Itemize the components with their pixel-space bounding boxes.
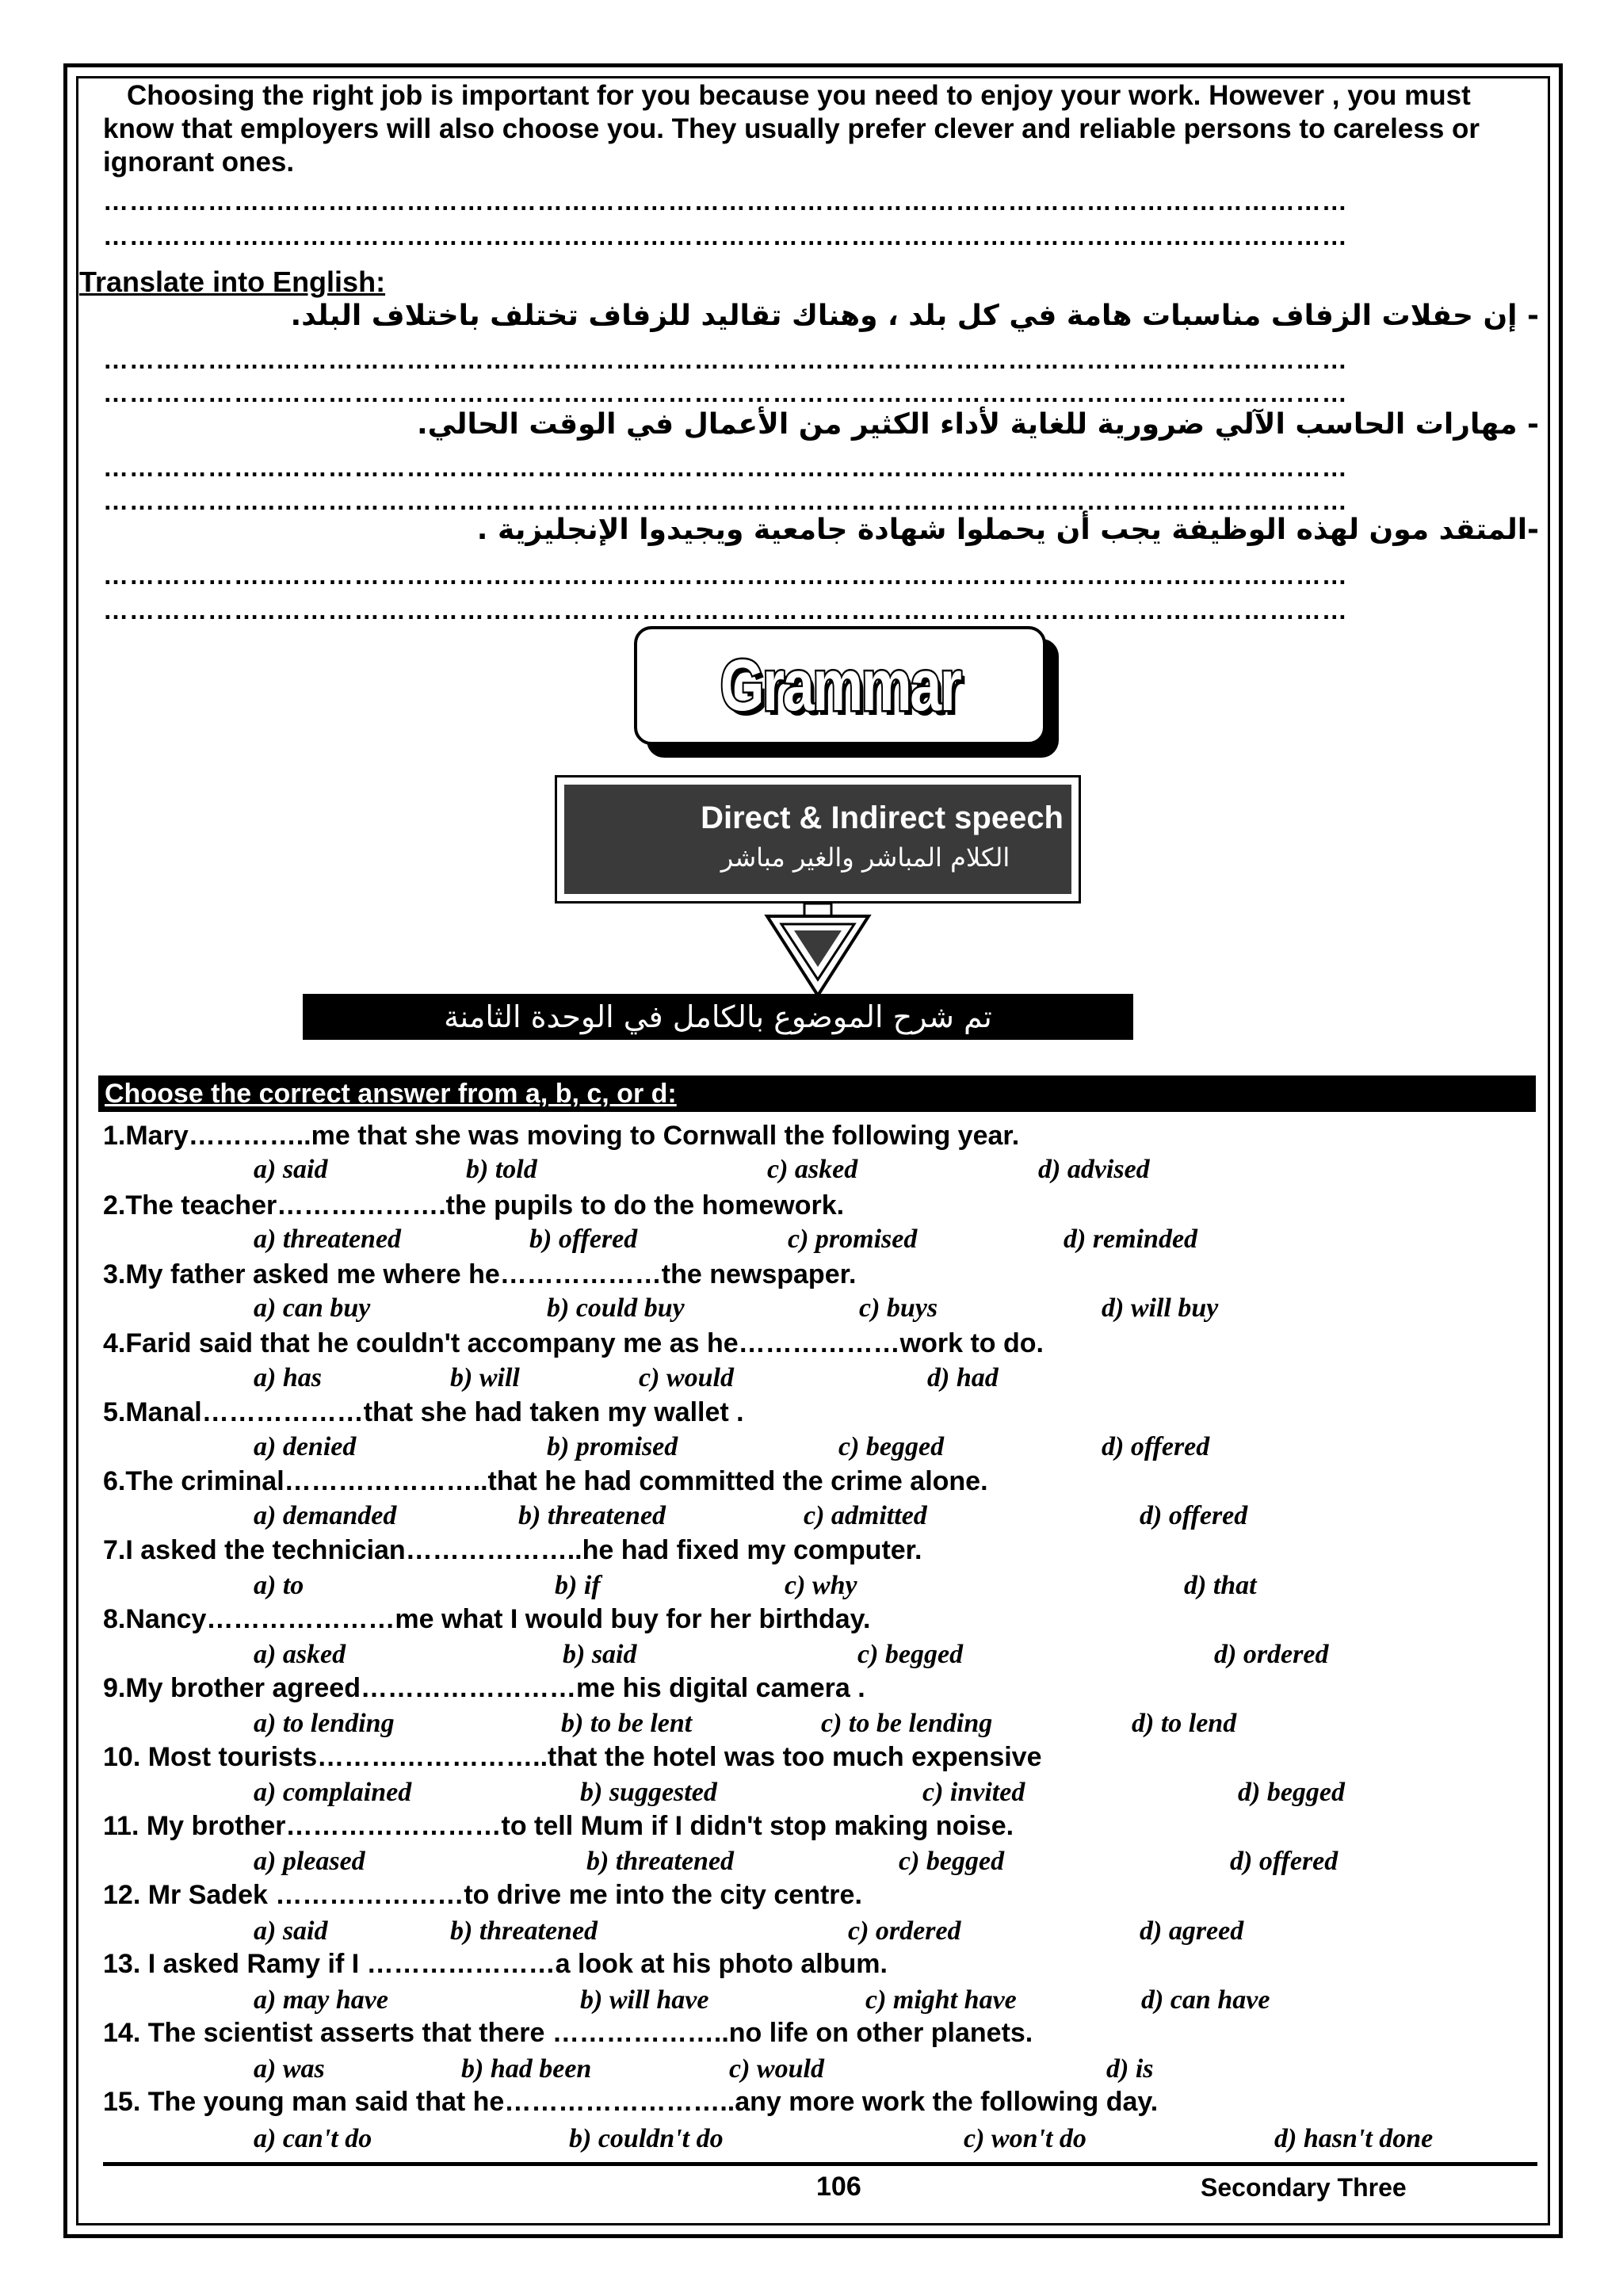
question-12: 12. Mr Sadek …………………to drive me into the city centre. — [103, 1880, 862, 1910]
question-10: 10. Most tourists……………………..that the hotel was too much expensive — [103, 1742, 1042, 1772]
option-d: d) offered — [1140, 1501, 1248, 1530]
option-d: d) had — [927, 1363, 999, 1392]
option-a: a) to — [254, 1571, 304, 1600]
option-c: c) asked — [767, 1155, 858, 1184]
arabic-sentence-3: -المتقد مون لهذه الوظيفة يجب أن يحملوا شهادة جامعية ويجيدوا الإنجليزية . — [476, 514, 1539, 546]
option-c: c) would — [729, 2054, 824, 2084]
footer-rule — [103, 2162, 1537, 2166]
topic-arabic-title: الكلام المباشر والغير مباشر — [720, 842, 1010, 873]
option-c: c) to be lending — [821, 1709, 993, 1738]
passage-text: Choosing the right job is important for you because you need to enjoy your work. However , you must know that employers will also choose you. They usually prefer clever and reliable persons to careless or ignorant ones. — [103, 80, 1480, 178]
exercise-heading: Choose the correct answer from a, b, c, or d: — [105, 1079, 677, 1109]
option-b: b) told — [466, 1155, 537, 1184]
answer-line: ………………..…………………………………………………………………………………………………………… — [103, 487, 1348, 515]
option-a: a) may have — [254, 1985, 388, 2015]
question-9: 9.My brother agreed……………………me his digital camera . — [103, 1673, 865, 1703]
page-number: 106 — [816, 2172, 861, 2202]
question-14: 14. The scientist asserts that there ………………..no life on other planets. — [103, 2018, 1033, 2048]
option-d: d) can have — [1141, 1985, 1270, 2015]
option-c: c) why — [785, 1571, 857, 1600]
answer-line: ………………..…………………………………………………………………………………………………………… — [103, 453, 1348, 482]
option-a: a) was — [254, 2054, 325, 2084]
option-a: a) demanded — [254, 1501, 397, 1530]
question-4: 4.Farid said that he couldn't accompany me as he………………work to do. — [103, 1328, 1044, 1358]
option-c: c) invited — [922, 1778, 1025, 1807]
option-a: a) can't do — [254, 2124, 372, 2153]
option-b: b) to be lent — [561, 1709, 693, 1738]
answer-line: ………………..…………………………………………………………………………………………………………… — [103, 187, 1348, 216]
option-d: d) will buy — [1102, 1293, 1219, 1323]
translate-heading: Translate into English: — [79, 266, 386, 298]
option-b: b) if — [555, 1571, 601, 1600]
option-c: c) would — [639, 1363, 734, 1392]
option-d: d) ordered — [1214, 1640, 1329, 1669]
question-11: 11. My brother……………………to tell Mum if I didn't stop making noise. — [103, 1811, 1014, 1841]
option-b: b) could buy — [547, 1293, 685, 1323]
option-a: a) threatened — [254, 1224, 402, 1254]
option-b: b) will — [450, 1363, 520, 1392]
down-arrow-icon — [762, 904, 873, 999]
option-b: b) offered — [529, 1224, 638, 1254]
option-a: a) to lending — [254, 1709, 395, 1738]
question-8: 8.Nancy…………………me what I would buy for her birthday. — [103, 1604, 871, 1634]
option-c: c) buys — [859, 1293, 938, 1323]
option-c: c) might have — [865, 1985, 1017, 2015]
question-6: 6.The criminal…………………..that he had committed the crime alone. — [103, 1466, 988, 1496]
option-a: a) complained — [254, 1778, 412, 1807]
option-c: c) admitted — [804, 1501, 927, 1530]
option-d: d) reminded — [1064, 1224, 1198, 1254]
answer-line: ………………..…………………………………………………………………………………………………………… — [103, 222, 1348, 250]
option-b: b) suggested — [580, 1778, 717, 1807]
option-c: c) promised — [788, 1224, 918, 1254]
question-3: 3.My father asked me where he………………the newspaper. — [103, 1259, 857, 1289]
arabic-sentence-1: - إن حفلات الزفاف مناسبات هامة في كل بلد ، وهناك تقاليد للزفاف تختلف باختلاف البلد. — [290, 300, 1539, 332]
option-b: b) will have — [580, 1985, 709, 2015]
option-a: a) asked — [254, 1640, 346, 1669]
option-d: d) is — [1106, 2054, 1154, 2084]
answer-line: ………………..…………………………………………………………………………………………………………… — [103, 596, 1348, 625]
option-d: d) that — [1184, 1571, 1257, 1600]
option-b: b) said — [563, 1640, 637, 1669]
question-1: 1.Mary…………..me that she was moving to Cornwall the following year. — [103, 1121, 1020, 1151]
option-a: a) can buy — [254, 1293, 371, 1323]
question-15: 15. The young man said that he……………………..any more work the following day. — [103, 2087, 1159, 2117]
option-d: d) advised — [1038, 1155, 1150, 1184]
question-2: 2.The teacher……………….the pupils to do the homework. — [103, 1190, 845, 1221]
question-7: 7.I asked the technician………………..he had fixed my computer. — [103, 1535, 922, 1565]
option-a: a) said — [254, 1916, 328, 1946]
option-a: a) denied — [254, 1432, 357, 1461]
option-d: d) agreed — [1140, 1916, 1244, 1946]
option-a: a) pleased — [254, 1847, 365, 1876]
footer-label: Secondary Three — [1201, 2173, 1407, 2202]
option-b: b) threatened — [518, 1501, 666, 1530]
option-d: d) hasn't done — [1274, 2124, 1434, 2153]
option-b: b) couldn't do — [569, 2124, 724, 2153]
option-c: c) begged — [838, 1432, 945, 1461]
option-d: d) begged — [1238, 1778, 1346, 1807]
option-b: b) threatened — [450, 1916, 598, 1946]
answer-line: ………………..…………………………………………………………………………………………………………… — [103, 561, 1348, 590]
option-b: b) had been — [461, 2054, 592, 2084]
topic-title: Direct & Indirect speech — [701, 800, 1064, 835]
option-c: c) begged — [899, 1847, 1005, 1876]
grammar-banner-text: Grammar — [720, 644, 960, 726]
option-b: b) promised — [547, 1432, 678, 1461]
option-a: a) has — [254, 1363, 322, 1392]
question-13: 13. I asked Ramy if I …………………a look at his photo album. — [103, 1949, 888, 1979]
option-d: d) offered — [1230, 1847, 1338, 1876]
option-d: d) to lend — [1132, 1709, 1237, 1738]
option-d: d) offered — [1102, 1432, 1210, 1461]
answer-line: ………………..…………………………………………………………………………………………………………… — [103, 346, 1348, 374]
question-5: 5.Manal………………that she had taken my wallet . — [103, 1397, 744, 1427]
arabic-sentence-2: - مهارات الحاسب الآلي ضرورية للغاية لأداء الكثير من الأعمال في الوقت الحالي. — [416, 408, 1539, 441]
option-c: c) ordered — [848, 1916, 961, 1946]
option-b: b) threatened — [586, 1847, 735, 1876]
answer-line: ………………..…………………………………………………………………………………………………………… — [103, 379, 1348, 407]
option-c: c) won't do — [964, 2124, 1086, 2153]
option-c: c) begged — [857, 1640, 964, 1669]
grammar-banner — [634, 626, 1046, 745]
unit-note-bar: تم شرح الموضوع بالكامل في الوحدة الثامنة — [303, 994, 1133, 1040]
option-a: a) said — [254, 1155, 328, 1184]
